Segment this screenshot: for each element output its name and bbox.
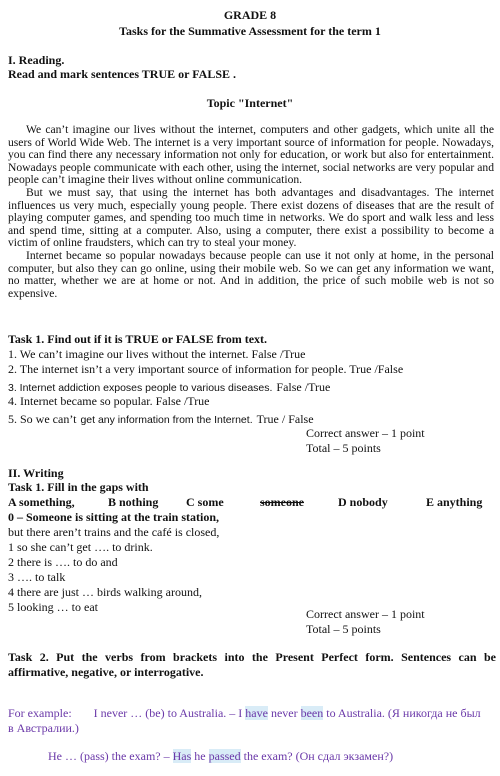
writing-task1-heading: Task 1. Fill in the gaps with [8,480,149,494]
option-d: D nobody [338,495,388,509]
task1-heading: Task 1. Find out if it is TRUE or FALSE from text. [8,332,268,346]
gap-line-2: 2 there is …. to do and [8,555,118,569]
tf-item-4: 4. Internet became so popular. False /True [8,394,210,408]
tf-item-5 [8,410,314,428]
tf-item-2: 2. The internet isn’t a very important source of information for people. True /False [8,362,404,376]
tf-item-5-start: 5. So we can’t [8,412,77,426]
example-1-never: never [270,706,298,720]
option-b: B nothing [108,495,159,509]
task2-heading-line1: Task 2. Put the verbs from brackets into the Present Perfect form. Sentences can be [8,650,496,664]
reading-paragraph: We can’t imagine our lives without the internet, computers and other gadgets, which unite all the users of World Wide Web. The internet is a very important source of information for people. Nowadays, you can find there any necessary information not only for education, or work but also for entertainment. Nowadays people communicate with each other, using the internet, social networks are very popular and people can’t imagine their lives without online communication. [8,123,494,187]
gap-line-1: 1 so she can’t get …. to drink. [8,540,153,554]
example-1-translation-cont: в Австралии.) [8,721,79,735]
reading-heading: I. Reading. [8,53,65,67]
gap-line-5: 5 looking … to eat [8,600,98,614]
grade-title: GRADE 8 [223,8,277,22]
writing-scoring-correct: Correct answer – 1 point [306,607,425,621]
example-2-has: Has [172,749,192,763]
task1-scoring-correct: Correct answer – 1 point [306,426,425,440]
reading-instruction: Read and mark sentences TRUE or FALSE . [8,67,237,81]
option-e: E anything [426,495,483,509]
example-line-1 [8,706,481,720]
gap-line-3: 3 …. to talk [8,570,66,584]
reading-paragraph: Internet became so popular nowadays because people can use it not only at home, in the personal computer, but also they can go online, using their mobile web. So we can get any information we want, no matter, whether we are at home or not. And in addition, the price of such mobile web is not so expensive. [8,248,494,300]
topic-title: Topic "Internet" [206,96,294,110]
example-2-prefix: He … (pass) the exam? – [48,749,170,763]
gap-line-4: 4 there are just … birds walking around, [8,585,202,599]
example-label: For example: [8,706,72,720]
example-2-suffix: the exam? (Он сдал экзамен?) [243,749,394,763]
writing-scoring-total: Total – 5 points [306,622,381,636]
example-1-suffix: to Australia. (Я никогда не был [326,706,481,720]
example-line-2 [48,749,393,763]
example-1-prefix: I never … (be) to Australia. – I [93,706,243,720]
document-subtitle: Tasks for the Summative Assessment for the term 1 [119,24,381,38]
example-1-have: have [245,706,268,720]
gap-line: but there aren’t trains and the café is closed, [8,525,220,539]
tf-item-3-text: 3. Internet addiction exposes people to various diseases. [8,382,273,394]
tf-item-1: 1. We can’t imagine our lives without the internet. False /True [8,347,306,361]
example-1-been: been [300,706,324,720]
writing-heading: II. Writing [8,466,64,480]
option-someone-struck: someone [260,495,304,509]
example-2-he: he [194,749,206,763]
reading-paragraph: But we must say, that using the internet has both advantages and disadvantages. The internet influences us very much, especially young people. There exist dozens of diseases that are the result of playing computer games, and spending too much time in networks. We do sport and walk less and less and spend time, sitting at a computer. Also, using a computer, there exist a possibility to become a victim of online fraudsters, which can try to steal your money. [8,185,494,250]
reading-text [8,124,494,300]
option-c: C some [186,495,224,509]
tf-item-5-options: True / False [256,412,314,426]
tf-item-3-options: False /True [276,380,331,394]
option-a: A something, [8,495,75,509]
tf-item-5-text: get any information from the Internet. [80,414,253,426]
example-2-passed: passed [208,749,241,763]
gap-example: 0 – Someone is sitting at the train station, [8,510,219,524]
task1-scoring-total: Total – 5 points [306,441,381,455]
task2-heading-line2: affirmative, negative, or interrogative. [8,665,204,679]
